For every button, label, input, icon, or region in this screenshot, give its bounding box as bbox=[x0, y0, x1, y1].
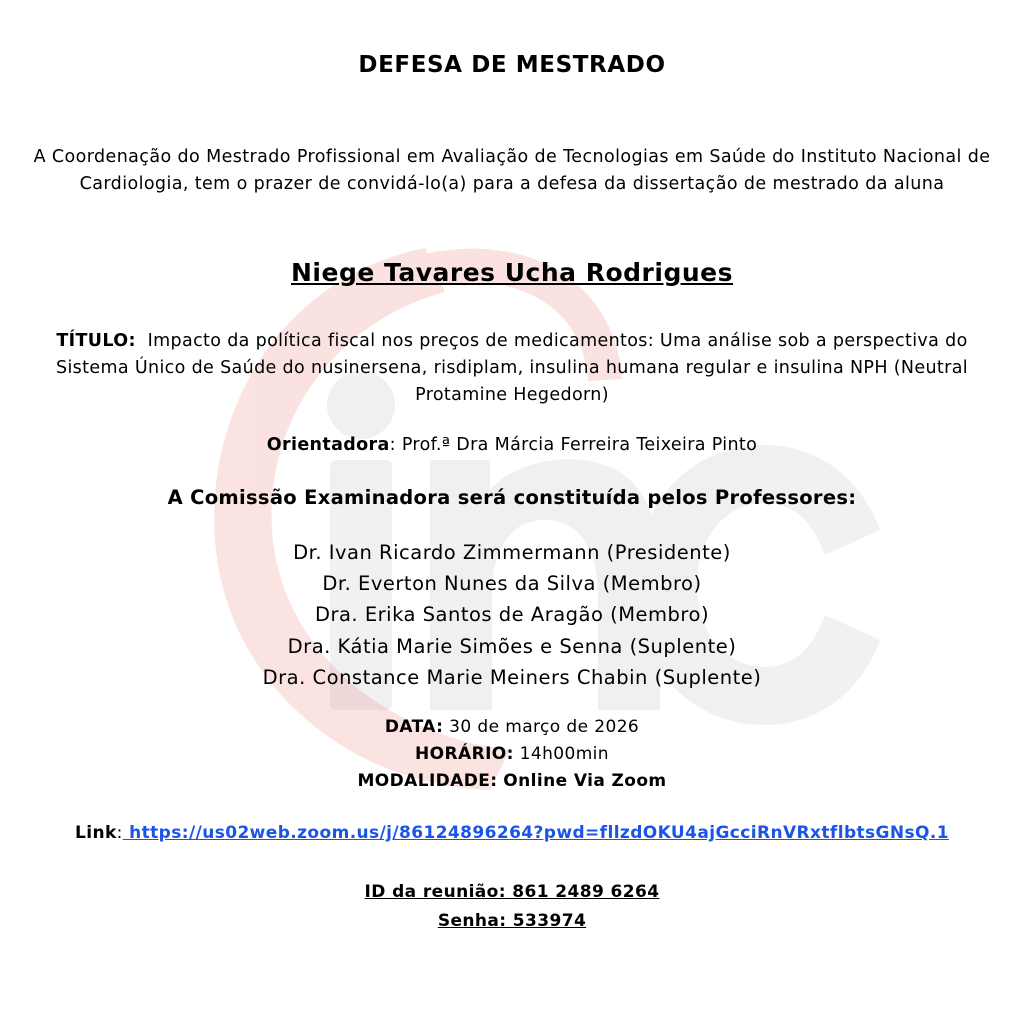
dissertation-title: Impacto da política fiscal nos preços de medicamentos: Uma análise sob a perspectiva do Sistema Único de Saúde do nusinersena, risdiplam, insulina humana regular e insulina NPH (Neutral Protamine Hegedorn) bbox=[56, 331, 968, 405]
document-heading: DEFESA DE MESTRADO bbox=[358, 52, 666, 78]
committee-member: Dr. Ivan Ricardo Zimmermann (Presidente) bbox=[293, 541, 731, 564]
link-label: Link bbox=[75, 823, 117, 843]
committee-heading: A Comissão Examinadora será constituída pelos Professores: bbox=[167, 486, 857, 509]
committee-member: Dra. Kátia Marie Simões e Senna (Suplente) bbox=[287, 634, 737, 658]
committee-member-list bbox=[0, 537, 1024, 693]
committee-member: Dra. Constance Marie Meiners Chabin (Suplente) bbox=[262, 665, 762, 689]
meeting-credentials bbox=[0, 878, 1024, 936]
mode-line bbox=[0, 768, 1024, 795]
time-line bbox=[0, 741, 1024, 768]
advisor-line bbox=[0, 435, 1024, 455]
advisor-name: Prof.ª Dra Márcia Ferreira Teixeira Pinto bbox=[401, 435, 758, 455]
date-label: DATA: bbox=[384, 717, 444, 737]
student-name: Niege Tavares Ucha Rodrigues bbox=[291, 258, 733, 287]
title-label: TÍTULO: bbox=[56, 331, 136, 351]
mode-value: Online Via Zoom bbox=[503, 771, 667, 791]
schedule-block bbox=[0, 714, 1024, 795]
time-value: 14h00min bbox=[519, 744, 609, 764]
zoom-link-line bbox=[0, 823, 1024, 843]
zoom-meeting-link[interactable]: https://us02web.zoom.us/j/86124896264?pwd=fllzdOKU4ajGcciRnVRxtflbtsGNsQ.1 bbox=[122, 823, 949, 843]
meeting-id: ID da reunião: 861 2489 6264 bbox=[364, 882, 660, 902]
mode-label: MODALIDADE: bbox=[357, 771, 498, 791]
committee-member: Dr. Everton Nunes da Silva (Membro) bbox=[322, 572, 702, 596]
dissertation-title-block bbox=[18, 328, 1006, 409]
committee-member: Dra. Erika Santos de Aragão (Membro) bbox=[314, 603, 710, 627]
advisor-label: Orientadora bbox=[266, 435, 390, 455]
date-value: 30 de março de 2026 bbox=[449, 717, 640, 737]
meeting-password: Senha: 533974 bbox=[437, 911, 587, 931]
date-line bbox=[0, 714, 1024, 741]
intro-paragraph: A Coordenação do Mestrado Profissional em Avaliação de Tecnologias em Saúde do Instituto Nacional de Cardiologia, tem o prazer de convidá-lo(a) para a defesa da dissertação de mestrado da aluna bbox=[33, 147, 991, 194]
advisor-separator: : bbox=[389, 435, 402, 455]
link-separator: : bbox=[116, 823, 123, 843]
time-label: HORÁRIO: bbox=[415, 744, 514, 764]
